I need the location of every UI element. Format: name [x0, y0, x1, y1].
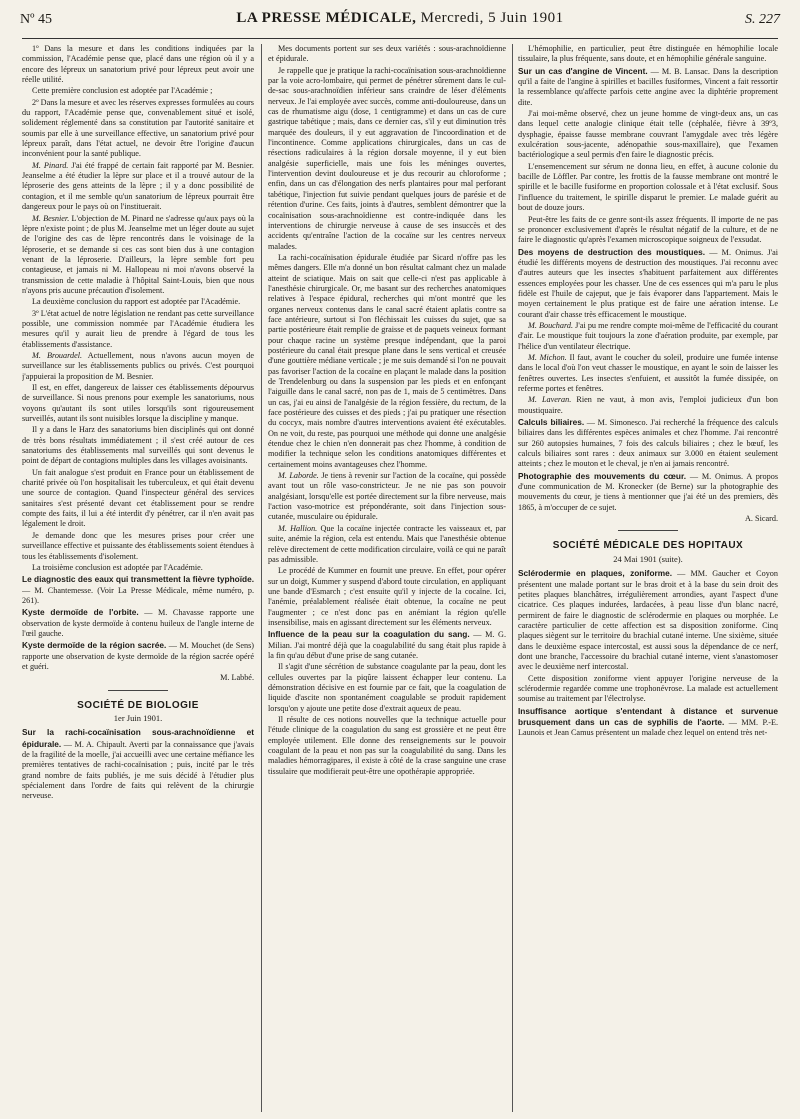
speaker-name: M. Besnier.	[32, 213, 70, 223]
article-title: Le diagnostic des eaux qui transmettent la fièvre typhoïde.	[22, 574, 254, 585]
paragraph: 2º Dans la mesure et avec les réserves expresses formulées au cours du rapport, l'Académie pense que, convenablement situé et isolé, solidement réglementé dans sa constitution par l'autorité sanitaire et soumis par elle à une surveillance effective, un sanatorium privé pour lépreux paraît, dans l'état actuel, ne devoir être l'origine d'aucun inconvénient pour la santé publique.	[22, 97, 254, 159]
paragraph: La troisième conclusion est adoptée par l'Académie.	[32, 562, 203, 572]
section-divider	[618, 530, 678, 531]
article-title: Kyste dermoïde de la région sacrée.	[22, 640, 167, 651]
paragraph: Mes documents portent sur ses deux variétés : sous-arachnoïdienne et épidurale.	[268, 44, 506, 64]
article-text: — M. Chavasse rapporte une observation de kyste dermoïde à contenu huileux de l'angle interne de l'œil gauche.	[22, 608, 254, 638]
header-rule	[22, 38, 778, 39]
paragraph	[518, 395, 778, 416]
article-text: — M. Onimus. A propos d'une communication de M. Kronecker (de Berne) sur la photographie des mouvements du cœur, je tiens à mentionner que j'ai été un des premiers, dès 1865, à m'occuper de ce sujet.	[518, 471, 778, 512]
article-entry	[518, 417, 778, 470]
paragraph	[268, 471, 506, 523]
speech-text: Il faut, avant le coucher du soleil, produire une fumée intense dans le local d'où l'on veut chasser le moustique, en ayant le soin de laisser les fenêtres ouvertes. Les insectes s'enfuient, et aussitôt la fumée dissipée, on referme portes et fenêtres.	[518, 352, 778, 393]
column-2	[268, 44, 506, 1114]
article-entry	[518, 66, 778, 108]
article-title: Sur la rachi-cocaïnisation sous-arachnoïdienne et épidurale.	[22, 727, 254, 749]
article-text: — M. G. Milian. J'ai montré déjà que la coagulabilité du sang était plus rapide à la fin qu'au début d'une prise de sang cutanée.	[268, 630, 506, 660]
paragraph: Je demande donc que les mesures prises pour créer une surveillance effective et puissante des établissements soient étendues à tous les établissements d'isolement.	[22, 530, 254, 561]
column-3	[518, 44, 778, 1114]
paragraph: L'ensemencement sur sérum ne donna lieu, en effet, à aucune colonie du bacille de Löffler. Par contre, les frottis de la fausse membrane ont montré le spirille et le bacille fusiforme en proportion colossale et à l'état exclusif. Sous l'influence du traitement, le spirille disparut le premier. Le malade guérit au bout de douze jours.	[518, 161, 778, 213]
article-entry	[518, 471, 778, 513]
paragraph	[518, 353, 778, 394]
article-entry	[518, 706, 778, 739]
paragraph: Il résulte de ces notions nouvelles que la technique actuelle pour l'étude clinique de la coagulation du sang est grossière et ne peut être employée utilement. Elle donne des renseignements sur le pouvoir coagulant de la peau et non pas sur la coagulabilité du sang. Dans les maladies hémorragipares, il existe à côté de la crase sanguine une crase tissulaire que modifierait peut-être une opothérapie appropriée.	[268, 715, 506, 776]
journal-title	[20, 10, 780, 27]
speaker-name: M. Hallion.	[278, 523, 318, 533]
journal-title-b: MÉDICALE,	[325, 10, 417, 26]
article-text: — MM. Gaucher et Coyon présentent une malade portant sur le bras droit et à la base du sein droit des petites plaques blanchâtres, irrégulièrement arrondies, ayant l'aspect d'une cicatrice. Ces plaques indurées, lardacées, à peau lisse d'un blanc nacré, permirent de faire le diagnostic de sclérodermie en plaques ou morphée. Le caractère particulier de cette affection est sa disposition zoniforme. Cinq plaques siègent sur le territoire du brachial cutané interne. Une sixième, située dans le deuxième espace intercostal, est aussi sous la dépendance de ce nerf, dont une branche, l'accessoire du brachial cutané interne, vient s'anastomoser avec le deuxième nerf intercostal.	[518, 569, 778, 672]
article-title: Sur un cas d'angine de Vincent.	[518, 65, 648, 76]
paragraph: 3º L'état actuel de notre législation ne rendant pas cette surveillance possible, une commission nommée par l'Académie étudiera les mesures qu'il y aurait lieu de prendre à l'égard de tous les établissements d'assistance.	[22, 308, 254, 349]
article-entry	[518, 568, 778, 672]
issue-number: Nº 45	[20, 12, 52, 27]
column-separator-2	[512, 44, 513, 1112]
paragraph: J'ai moi-même observé, chez un jeune homme de vingt-deux ans, un cas dans lequel cette analogie clinique était telle (céphalée, fièvre à 39º3, dysphagie, épaisse fausse membrane couvrant l'amygdale avec très légère exulcération sous-jacente, adénopathie sous-maxillaire), que l'examen bactériologique a seul permis d'en faire le diagnostic précis.	[518, 109, 778, 160]
paragraph	[22, 161, 254, 213]
paragraph: La deuxième conclusion du rapport est adoptée par l'Académie.	[32, 297, 241, 307]
article-text: — M. Onimus. J'ai étudié les différents moyens de destruction des moustiques. J'ai reconnu avec d'autres auteurs que les insectes s'habituent parfaitement aux différentes essences employées pour les chasser. Une de ces essences qui m'a paru le plus fidèle est l'huile de cajeput, que je fais évaporer dans l'appartement. Mais le moyen certainement le plus pratique est de faire une aération intense. Le courant d'air chasse très efficacement le moustique.	[518, 247, 778, 319]
article-entry	[268, 629, 506, 661]
speech-text: Je tiens à revenir sur l'action de la cocaïne, qui possède avant tout un rôle vaso-constricteur. Je ne nie pas son pouvoir analgésiant, lorsqu'elle est portée directement sur la fibre nerveuse, mais l'action vaso-motrice est prépondérante, soit dans l'injection sous-cutanée, musculaire ou épidurale.	[268, 471, 506, 522]
paragraph: Il s'agit d'une sécrétion de substance coagulante par la peau, dont les cellules ouvertes par la piqûre laissent échapper leur contenu. La démonstration décisive en est fournie par ce fait, que la coagulation de liquide d'ascite non spontanément coagulable se produit rapidement lorsqu'on y ajoute une petite dose d'extrait aqueux de peau.	[268, 662, 506, 713]
article-entry	[22, 727, 254, 801]
article-entry	[22, 640, 254, 672]
speaker-name: M. Laveran.	[528, 395, 572, 405]
paragraph: Peut-être les faits de ce genre sont-ils assez fréquents. Il importe de ne pas se prononcer exclusivement d'après le résultat négatif de la culture, et de ne faire le diagnostic qu'après l'examen microscopique soigneux de l'exsudat.	[518, 214, 778, 245]
article-title: Calculs biliaires.	[518, 417, 585, 428]
article-entry	[518, 247, 778, 320]
paragraph	[268, 524, 506, 565]
paragraph: La rachi-cocaïnisation épidurale étudiée par Sicard n'offre pas les mêmes dangers. Elle m'a donné un bon résultat calmant chez un malade atteint de sciatique. Mais on sait que celle-ci n'est pas applicable à l'anesthésie chirurgicale. Or, me basant sur des recherches anatomiques relatives à l'espace épidural, recherches qui m'ont montré que les organes nerveux contenus dans le canal sacré étaient aplatis contre sa face antérieure, surtout si l'on fléchissait les cuisses du sujet, que sa partie postérieure était remplie de graisse et de paquets veineux formant pour chaque racine un système presque indépendant, que la paroi postérieure du canal était presque plane dans le sens vertical et creusée d'une gouttière médiane verticale ; je me suis demandé si l'on ne pouvait pas favoriser l'action de la cocaïne en plaçant le malade dans la position de Trendelenburg ou dans la suspension par les pieds et en enfonçant l'aiguille dans le canal sacré, non pas de 1, mais de 5 centimètres. Dans un cas, j'ai eu ainsi de l'analgésie de la région fessière, du rectum, de la face postérieure des cuisses et des pieds ; j'ai pu pratiquer une résection du coccyx, mais nombre d'autres interventions avaient été exécutables. On ne voit, du reste, pas pourquoi une méthode qui donne une analgésie étendue chez le chien n'en donnerait pas chez l'homme, à condition de modifier la technique selon les conditions anatomiques différentes et certainement moins avantageuses chez l'homme.	[268, 252, 506, 469]
journal-title-a: LA PRESSE	[236, 10, 326, 26]
column-separator-1	[261, 44, 262, 1112]
speaker-name: M. Laborde.	[278, 471, 319, 481]
paragraph: Cette disposition zoniforme vient appuyer l'origine nerveuse de la sclérodermie regardée comme une trophonévrose. La malade est actuellement soumise au traitement par l'électrolyse.	[518, 673, 778, 704]
column-1	[22, 44, 254, 1114]
speaker-name: M. Brouardel.	[32, 350, 83, 360]
signature: M. Labbé.	[220, 673, 254, 683]
paragraph: Le procédé de Kummer en fournit une preuve. En effet, pour opérer sur un doigt, Kummer y suspend d'abord toute circulation, en appliquant une bande d'Esmarch ; c'est ensuite qu'il y injecte de la cocaïne. Ici, l'anémie, préalablement réalisée était obtenue, la cocaïne ne peut l'augmenter ; ce n'est donc pas en anémiant la région qu'elle insensibilise, mais en agissant directement sur les éléments nerveux.	[268, 566, 506, 627]
article-text: — M. A. Chipault. Averti par la connaissance que j'avais de la fragilité de la moelle, j'ai accueilli avec une certaine méfiance les premières tentatives de rachi-cocaïnisation ; puis, incité par le très grand nombre de faits publiés, je me suis décidé à l'étudier plus spécialement dans l'ordre de faits qui relèvent de la chirurgie nerveuse.	[22, 739, 254, 801]
article-text: — MM. P.-E. Launois et Jean Camus présentent un malade chez lequel on entend très net-	[518, 717, 778, 738]
paragraph	[22, 351, 254, 382]
article-text: — M. Chantemesse. (Voir La Presse Médicale, même numéro, p. 261).	[22, 585, 254, 605]
paragraph	[22, 214, 254, 297]
journal-date: Mercredi, 5 Juin 1901	[416, 10, 564, 26]
article-title: Sclérodermie en plaques, zoniforme.	[518, 568, 673, 579]
speech-text: Rien ne vaut, à mon avis, l'emploi judicieux d'un bon moustiquaire.	[518, 395, 778, 415]
section-title: SOCIÉTÉ MÉDICALE DES HOPITAUX	[552, 540, 744, 552]
paragraph: L'hémophilie, en particulier, peut être distinguée en hémophilie locale tissulaire, la plus fréquente, sans doute, et en hémophilie générale sanguine.	[518, 44, 778, 64]
article-title: Kyste dermoïde de l'orbite.	[22, 607, 139, 618]
article-text: — M. B. Lansac. Dans la description qu'il a faite de l'angine à spirilles et bacilles fusiformes, Vincent a fait ressortir la ressemblance qu'affecte parfois cette angine avec la diphtérie proprement dite.	[518, 66, 778, 107]
article-entry	[22, 607, 254, 639]
speaker-name: M. Michon.	[528, 352, 567, 362]
speech-text: Que la cocaïne injectée contracte les vaisseaux et, par suite, anémie la région, cela est entendu. Mais que l'anesthésie obtenue relève directement de cette modification circulaire, voilà ce qui ne paraît pas admissible.	[268, 523, 506, 564]
speech-text: Actuellement, nous n'avons aucun moyen de surveillance sur les établissements publics ou privés. C'est pourquoi j'appuierai la proposition de M. Besnier.	[22, 350, 254, 381]
page-number: S. 227	[745, 12, 780, 27]
article-title: Influence de la peau sur la coagulation du sang.	[268, 629, 470, 640]
signature: A. Sicard.	[745, 514, 778, 524]
paragraph: Il y a dans le Harz des sanatoriums bien disciplinés qui ont donné de très bons résultats immédiatement ; il s'est créé autour de ces sanatoriums des établissements mal surveillés qui sont devenus le point de départ de contagions multiples dans les villages avoisinants.	[22, 425, 254, 466]
speech-text: J'ai été frappé de certain fait rapporté par M. Besnier. Jeanselme a été étudier la lèpre sur place et il a trouvé autour de la léproserie des gens atteints de la lèpre ; il y a donc possibilité de contagion, et il me semble qu'un sanatorium de lépreux pourrait être dangereux pour le pays où on l'instituerait.	[22, 160, 254, 212]
speaker-name: M. Bouchard.	[528, 320, 574, 330]
article-title: Photographie des mouvements du cœur.	[518, 470, 687, 481]
article-entry	[22, 574, 254, 606]
section-date: 24 Mai 1901 (suite).	[613, 553, 683, 564]
section-date: 1er Juin 1901.	[113, 712, 163, 723]
section-divider	[108, 690, 168, 691]
paragraph	[518, 321, 778, 352]
speech-text: L'objection de M. Pinard ne s'adresse qu'aux pays où la lèpre n'existe point ; de plus M. Jeanselme met un léger doute au sujet de l'origine des cas de lèpre rencontrés dans le voisinage de la léproserie, et se demande si ces cas sont bien dus à une contagion venant de la léproserie. D'ailleurs, la lèpre semble fort peu contagieuse, et jamais ni M. Hallopeau ni moi n'avons observé la transmission de cette maladie à l'hôpital Saint-Louis, bien que nous n'ayons pris aucune précaution d'isolement.	[22, 213, 254, 295]
article-title: Insuffisance aortique s'entendant à distance et survenue brusquement dans un cas de syphilis de l'aorte.	[518, 705, 778, 727]
speaker-name: M. Pinard.	[32, 160, 69, 170]
paragraph: Un fait analogue s'est produit en France pour un établissement de charité privée où l'on hospitalisait les tuberculeux, et qui était devenu une source de contagion. Quand l'inspecteur général des services sanitaires s'est présenté devant cet établissement pour se rendre compte des faits, il lui a été interdit d'y pénétrer, car il n'en avait pas légalement le droit.	[22, 467, 254, 529]
paragraph: Je rappelle que je pratique la rachi-cocaïnisation sous-arachnoïdienne par la voie acro-lombaire, qui permet de pénétrer sûrement dans le cul-de-sac sous-arachnoïdien inférieur sans craindre de léser d'éléments nerveux. Je l'ai employée avec succès, comme anti-douloureuse, dans un cas de rhumatisme aigu (dose, 1 centigramme) et dans un cas de cure gastrique tabétique ; mais, dans ce dernier cas, s'il y eut diminution très marquée des douleurs, il y eut aggravation de l'incoordination et de l'incontinence. Comme applications chirurgicales, dans un cas de résections radiculaires à la région dorsale moyenne, il y eut bien analgésie superficielle, mais une fois les méninges ouvertes, l'intervention devint douloureuse et je dus recourir au chloroforme ; enfin, dans un cas d'élongation des nerfs plantaires pour mal perforant tabétique, l'injection fut suivie pendant quelques jours de parésie et de rétention d'urine. Ces faits, joints à d'autres, semblent démontrer que la cocaïnisation sous-arachnoïdienne est contre-indiquée dans les interventions de chirurgie nerveuse à cause de ses insuccès et des accidents qu'entraîne l'action de la cocaïne sur les centres nerveux malades.	[268, 65, 506, 251]
speech-text: J'ai pu me rendre compte moi-même de l'efficacité du courant d'air. Le moustique fuit toujours la zone d'aération produite, par exemple, par l'hélice d'un ventilateur électrique.	[518, 320, 778, 351]
article-text: — M. Mouchet (de Sens) rapporte une observation de kyste dermoïde de la région sacrée opéré et guéri.	[22, 641, 254, 671]
article-text: — M. Simonesco. J'ai recherché la fréquence des calculs biliaires dans les différentes espèces animales et chez l'homme. J'ai rencontré sur 260 autopsies humaines, 7 fois des calculs biliaires ; chez le bœuf, les calculs biliaires sont rares : deux animaux sur 3.000 en étaient seulement atteints ; chez le mouton et le cheval, je n'en ai jamais rencontré.	[518, 418, 778, 469]
paragraph: Il est, en effet, dangereux de laisser ces établissements dépourvus de surveillance. Si nous prenons pour exemple les sanatoriums, nous voyons qu'autant ils sont utiles lorsqu'ils sont rigoureusement surveillés, autant ils sont nuisibles lorsque la discipline y manque.	[22, 383, 254, 424]
section-title: SOCIÉTÉ DE BIOLOGIE	[77, 699, 199, 711]
article-title: Des moyens de destruction des moustiques.	[518, 246, 706, 257]
paragraph: 1º Dans la mesure et dans les conditions indiquées par la commission, l'Académie pense que, placé dans une région où il y a encore des lépreux un sanatorium privé pour lépreux peut avoir une réelle utilité.	[22, 44, 254, 85]
paragraph: Cette première conclusion est adoptée par l'Académie ;	[32, 86, 213, 96]
page-header	[20, 10, 780, 32]
